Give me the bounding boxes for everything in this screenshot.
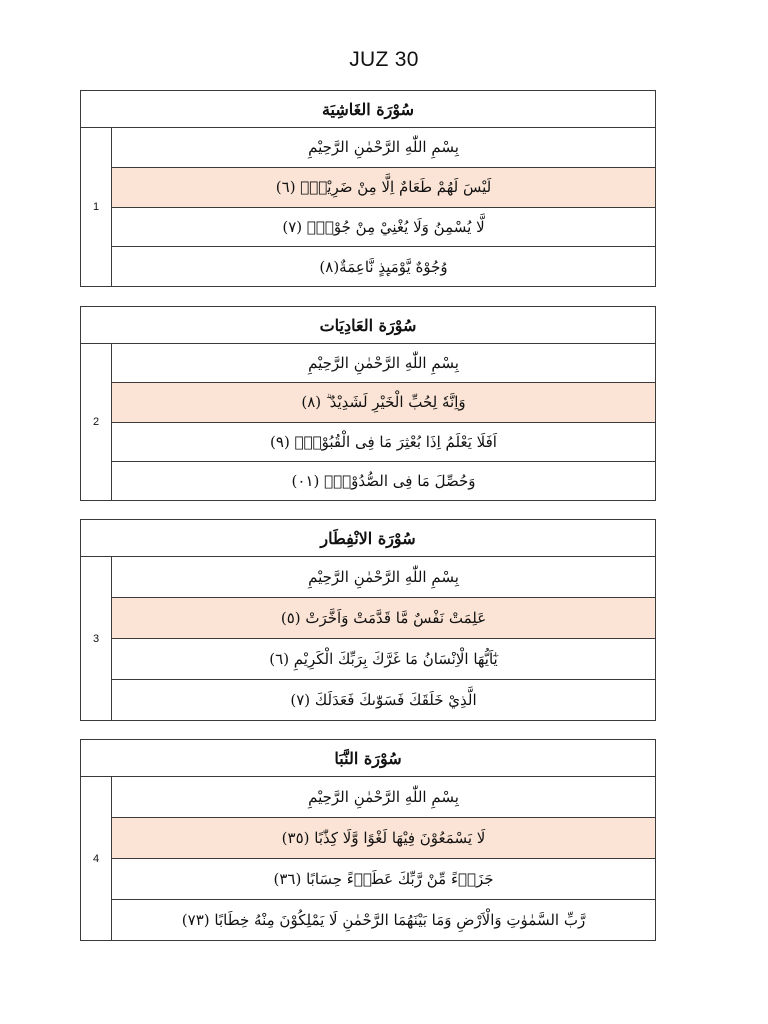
- surah-number: 1: [81, 128, 112, 286]
- verse-list: [112, 777, 655, 940]
- verse-row: عَلِمَتْ نَفْسٌ مَّا قَدَّمَتْ وَاَخَّرَتْ (٥): [112, 598, 655, 639]
- verse-row: اَفَلَا يَعْلَمُ اِذَا بُعْثِرَ مَا فِى الْقُبُوْرِۙ (٩): [112, 423, 655, 462]
- surah-name: سُوْرَة الغَاشِيَة: [81, 91, 655, 128]
- verse-row: الَّذِيْ خَلَقَكَ فَسَوّٰىكَ فَعَدَلَكَ (٧): [290, 691, 477, 709]
- verse-list: [112, 128, 655, 286]
- verse-row: جَزَاۤءً مِّنْ رَّبِّكَ عَطَاۤءً حِسَابًا (٣٦): [112, 859, 655, 900]
- verse-row: يٰٓاَيُّهَا الْاِنْسَانُ مَا غَرَّكَ بِرَبِّكَ الْكَرِيْمِ (٦): [112, 639, 655, 680]
- verse-row: لَّا يُسْمِنُ وَلَا يُغْنِيْ مِنْ جُوْعٍۗ (٧): [112, 208, 655, 248]
- page-title: JUZ 30: [349, 48, 419, 71]
- verse-row: وُجُوْهٌ يَّوْمَىِٕذٍ نَّاعِمَةٌ(٨): [319, 257, 448, 276]
- surah-number: 3: [81, 557, 112, 720]
- verse-row: وَاِنَّهٗ لِحُبِّ الْخَيْرِ لَشَدِيْدٌ ۗ (٨): [112, 383, 655, 422]
- surah-table: [80, 306, 656, 501]
- verse-list: [112, 344, 655, 500]
- surah-name: سُوْرَة العَادِيَات: [81, 307, 655, 344]
- surah-name: سُوْرَة الانْفِطَار: [81, 520, 655, 557]
- surah-table: [80, 519, 656, 721]
- verse-row: بِسْمِ اللّٰهِ الرَّحْمٰنِ الرَّحِيْمِ: [112, 777, 655, 818]
- verse-row: لَا يَسْمَعُوْنَ فِيْهَا لَغْوًا وَّلَا كِذّٰبًا (٣٥): [112, 818, 655, 859]
- surah-number: 2: [81, 344, 112, 500]
- verse-row: بِسْمِ اللّٰهِ الرَّحْمٰنِ الرَّحِيْمِ: [112, 344, 655, 383]
- surah-table: [80, 739, 656, 941]
- verse-row: رَّبِّ السَّمٰوٰتِ وَالْاَرْضِ وَمَا بَيْنَهُمَا الرَّحْمٰنِ لَا يَمْلِكُوْنَ مِنْهُ خِطَابًا (٧٣): [181, 911, 586, 929]
- verse-list: [112, 557, 655, 720]
- verse-row: بِسْمِ اللّٰهِ الرَّحْمٰنِ الرَّحِيْمِ: [112, 557, 655, 598]
- verse-row: لَيْسَ لَهُمْ طَعَامٌ اِلَّا مِنْ ضَرِيْعٍۙ (٦): [112, 168, 655, 208]
- verse-row: بِسْمِ اللّٰهِ الرَّحْمٰنِ الرَّحِيْمِ: [112, 128, 655, 168]
- surah-number: 4: [81, 777, 112, 940]
- verse-row: وَحُصِّلَ مَا فِى الصُّدُوْرِۙ (٠١): [291, 471, 476, 490]
- surah-name: سُوْرَة النَّبَا: [81, 740, 655, 777]
- surah-table: [80, 90, 656, 287]
